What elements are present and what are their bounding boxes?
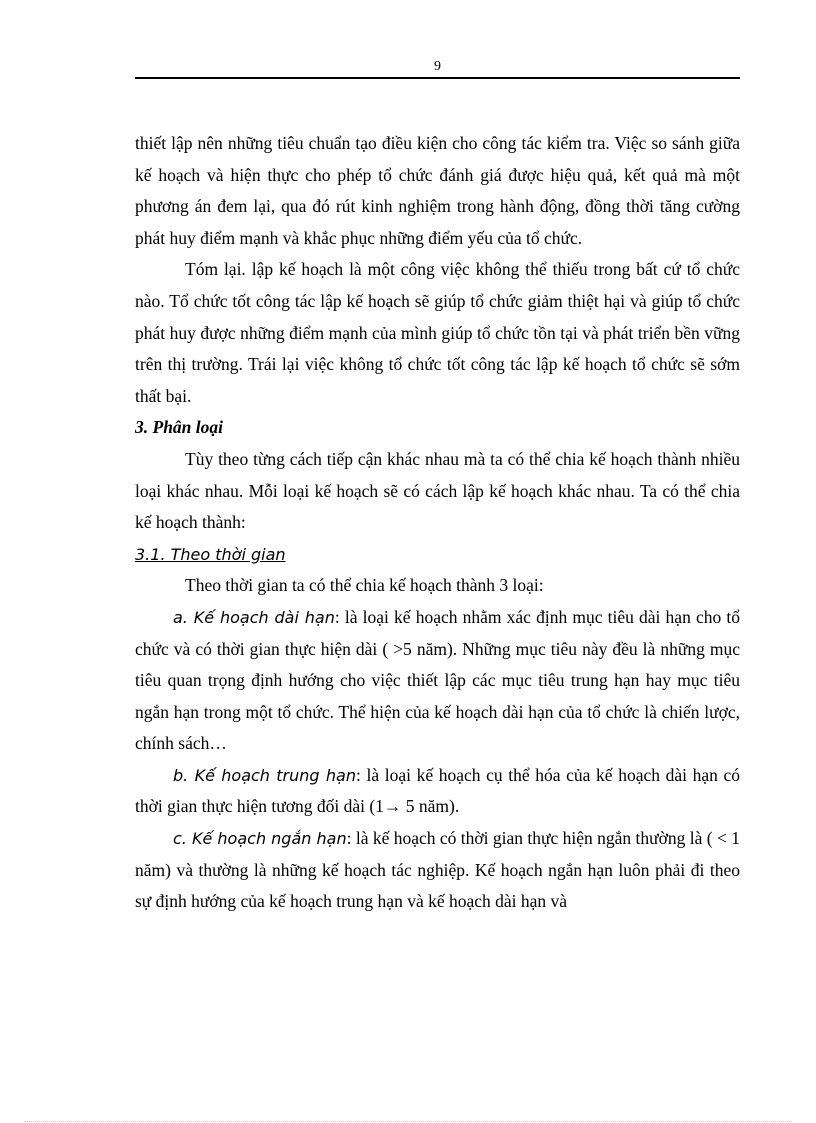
paragraph: Theo thời gian ta có thể chia kế hoạch thành 3 loại: — [185, 575, 544, 596]
list-term: Kế hoạch dài hạn — [193, 607, 335, 627]
list-term: Kế hoạch ngắn hạn — [191, 829, 347, 849]
page-number: 9 — [434, 59, 441, 74]
document-body — [135, 128, 740, 918]
subsection-heading: 3.1. Theo thời gian — [135, 544, 286, 564]
paragraph: thiết lập nên những tiêu chuẩn tạo điều kiện cho công tác kiểm tra. Việc so sánh giữa kế hoạch và hiện thực cho phép tổ chức đánh giá được hiệu quả, kết quả mà một phương án đem lại, qua đó rút kinh nghiệm trong hành động, đồng thời tăng cường phát huy điểm mạnh và khắc phục những điểm yếu của tổ chức. — [135, 133, 740, 248]
subsection-heading-wrapper — [135, 539, 740, 571]
list-marker: a. — [173, 607, 188, 627]
paragraph: Tóm lại. lập kế hoạch là một công việc không thể thiếu trong bất cứ tổ chức nào. Tổ chức tốt công tác lập kế hoạch sẽ giúp tổ chức giảm thiệt hại và giúp tổ chức phát huy được những điểm mạnh của mình giúp tổ chức tồn tại và phát triển bền vững trên thị trường. Trái lại việc không tổ chức tốt công tác lập kế hoạch tổ chức sẽ sớm thất bại. — [135, 259, 740, 406]
list-term: Kế hoạch trung hạn — [194, 765, 356, 785]
header-rule — [135, 77, 740, 79]
list-item — [135, 760, 740, 823]
list-item — [135, 823, 740, 918]
page-bottom-border — [24, 1121, 792, 1122]
section-heading: 3. Phân loại — [135, 417, 224, 438]
list-text: : là loại kế hoạch cụ thể hóa của kế hoạch dài hạn có thời gian thực hiện tương đối dài (1→ 5 năm). — [135, 764, 741, 817]
list-marker: b. — [173, 765, 189, 785]
paragraph: Tùy theo từng cách tiếp cận khác nhau mà ta có thể chia kế hoạch thành nhiều loại khác nhau. Mỗi loại kế hoạch sẽ có cách lập kế hoạch khác nhau. Ta có thể chia kế hoạch thành: — [135, 448, 740, 533]
list-marker: c. — [173, 829, 187, 849]
list-item — [135, 602, 740, 760]
list-text: : là loại kế hoạch nhằm xác định mục tiêu dài hạn cho tổ chức và có thời gian thực hiện dài ( >5 năm). Những mục tiêu này đều là những mục tiêu quan trọng định hướng cho việc thiết lập các mục tiêu trung hạn hay mục tiêu ngắn hạn trong một tổ chức. Thể hiện của kế hoạch dài hạn của tổ chức là chiến lược, chính sách… — [135, 606, 741, 754]
list-text: : là kế hoạch có thời gian thực hiện ngắn thường là ( < 1 năm) và thường là những kế hoạch tác nghiệp. Kế hoạch ngắn hạn luôn phải đi theo sự định hướng của kế hoạch trung hạn và kế hoạch dài hạn và — [135, 828, 740, 912]
